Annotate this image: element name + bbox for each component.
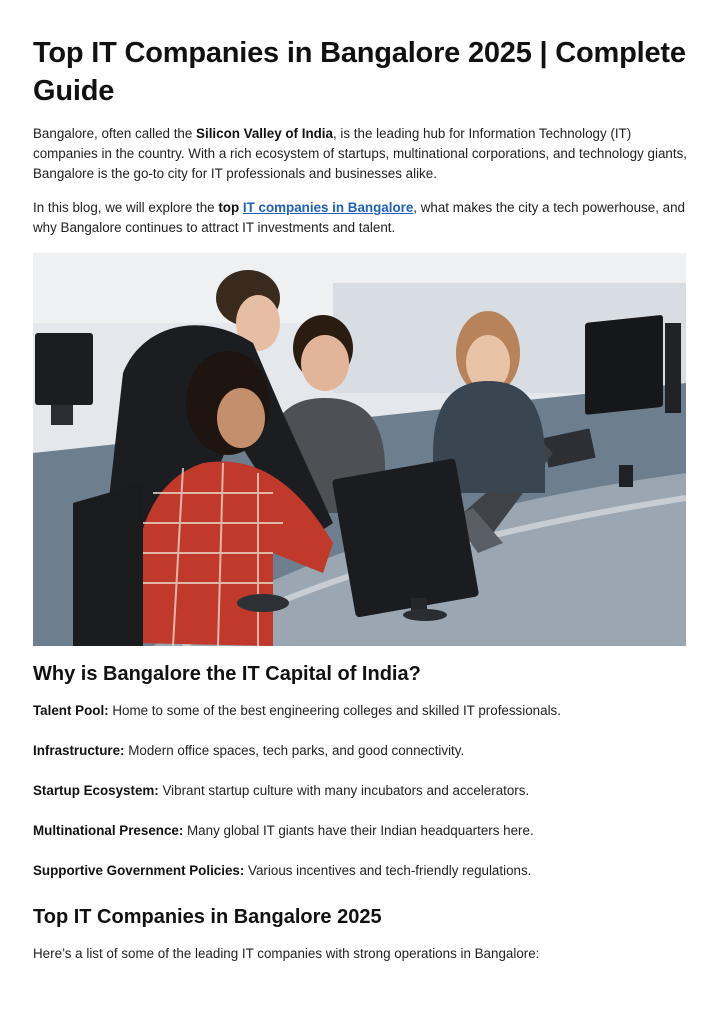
reason-text: Many global IT giants have their Indian headquarters here. xyxy=(183,823,534,838)
reason-label: Infrastructure: xyxy=(33,743,125,758)
companies-intro-paragraph: Here’s a list of some of the leading IT companies with strong operations in Bangalore: xyxy=(33,946,540,961)
office-team-photo xyxy=(33,253,686,646)
it-companies-link[interactable]: IT companies in Bangalore xyxy=(242,200,414,215)
reason-item xyxy=(33,701,693,721)
explore-text-end: , what makes the city a tech powerhouse, and why Bangalore continues to attract IT investments and talent. xyxy=(33,200,685,235)
reason-label: Startup Ecosystem: xyxy=(33,783,159,798)
reason-text: Home to some of the best engineering colleges and skilled IT professionals. xyxy=(108,703,561,718)
reason-text: Modern office spaces, tech parks, and good connectivity. xyxy=(124,743,465,758)
reason-label: Talent Pool: xyxy=(33,703,109,718)
intro-bold-phrase: Silicon Valley of India xyxy=(196,126,333,141)
intro-paragraph xyxy=(33,124,693,184)
hero-image xyxy=(33,253,686,646)
reason-item xyxy=(33,741,693,761)
explore-paragraph xyxy=(33,198,693,238)
explore-text-start: In this blog, we will explore the xyxy=(33,200,219,215)
intro-text-start: Bangalore, often called the xyxy=(33,126,197,141)
reason-item xyxy=(33,821,693,841)
reason-text: Various incentives and tech-friendly regulations. xyxy=(244,863,532,878)
reason-label: Supportive Government Policies: xyxy=(33,863,245,878)
section-heading-why-bangalore: Why is Bangalore the IT Capital of India? xyxy=(33,663,421,685)
reason-text: Vibrant startup culture with many incubators and accelerators. xyxy=(158,783,530,798)
page-title: Top IT Companies in Bangalore 2025 | Complete Guide xyxy=(33,37,686,107)
reason-item xyxy=(33,781,693,801)
reason-label: Multinational Presence: xyxy=(33,823,184,838)
section-heading-top-companies: Top IT Companies in Bangalore 2025 xyxy=(33,906,382,928)
explore-bold-word: top xyxy=(218,200,243,215)
intro-text-end: , is the leading hub for Information Technology (IT) companies in the country. With a rich ecosystem of startups, multinational corporations, and technology giants, Bangalore is the go-to city for IT professionals and businesses alike. xyxy=(33,126,687,181)
reason-item xyxy=(33,861,693,881)
